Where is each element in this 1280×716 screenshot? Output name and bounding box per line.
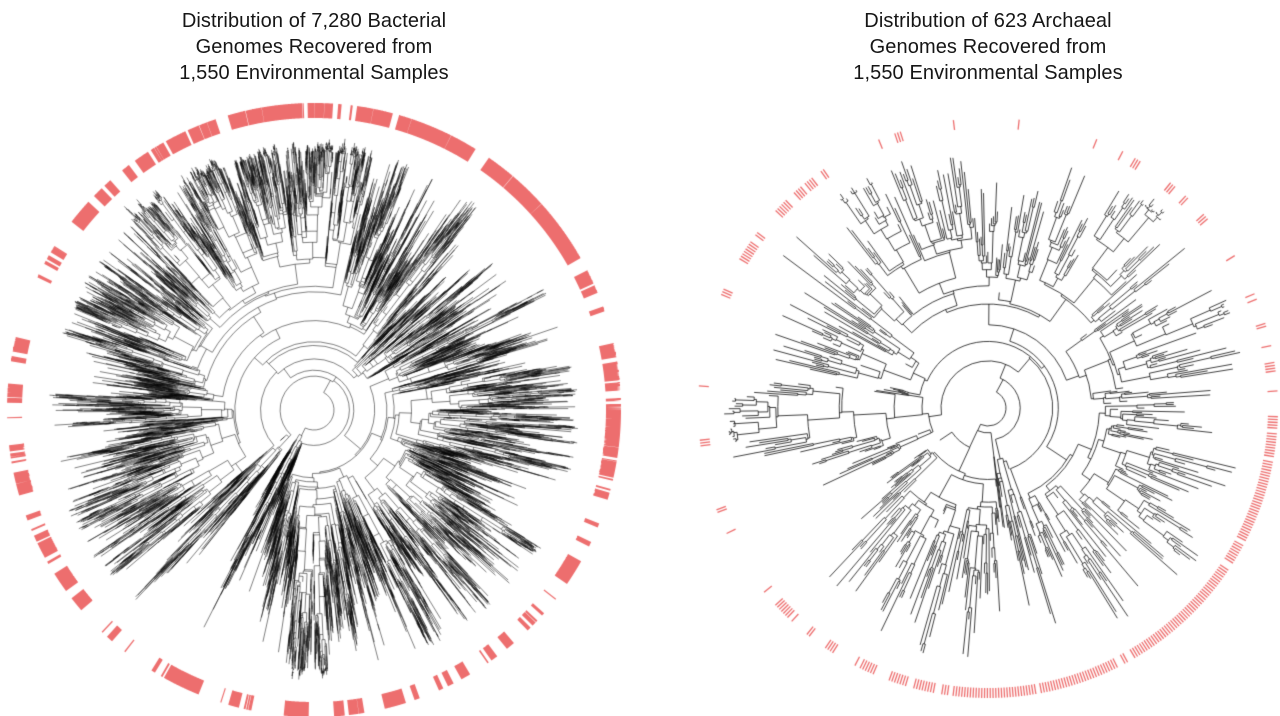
bacterial-title-line-2: Genomes Recovered from (195, 36, 433, 58)
bacterial-title-line-1: Distribution of 7,280 Bacterial (181, 10, 447, 32)
bacterial-title-line-3: 1,550 Environmental Samples (179, 62, 449, 84)
archaeal-title-line-1: Distribution of 623 Archaeal (864, 10, 1112, 32)
bacterial-tree-title (64, 8, 564, 86)
archaeal-title-line-2: Genomes Recovered from (869, 36, 1107, 58)
archaeal-title-line-3: 1,550 Environmental Samples (853, 62, 1123, 84)
archaeal-tree-title (738, 8, 1238, 86)
